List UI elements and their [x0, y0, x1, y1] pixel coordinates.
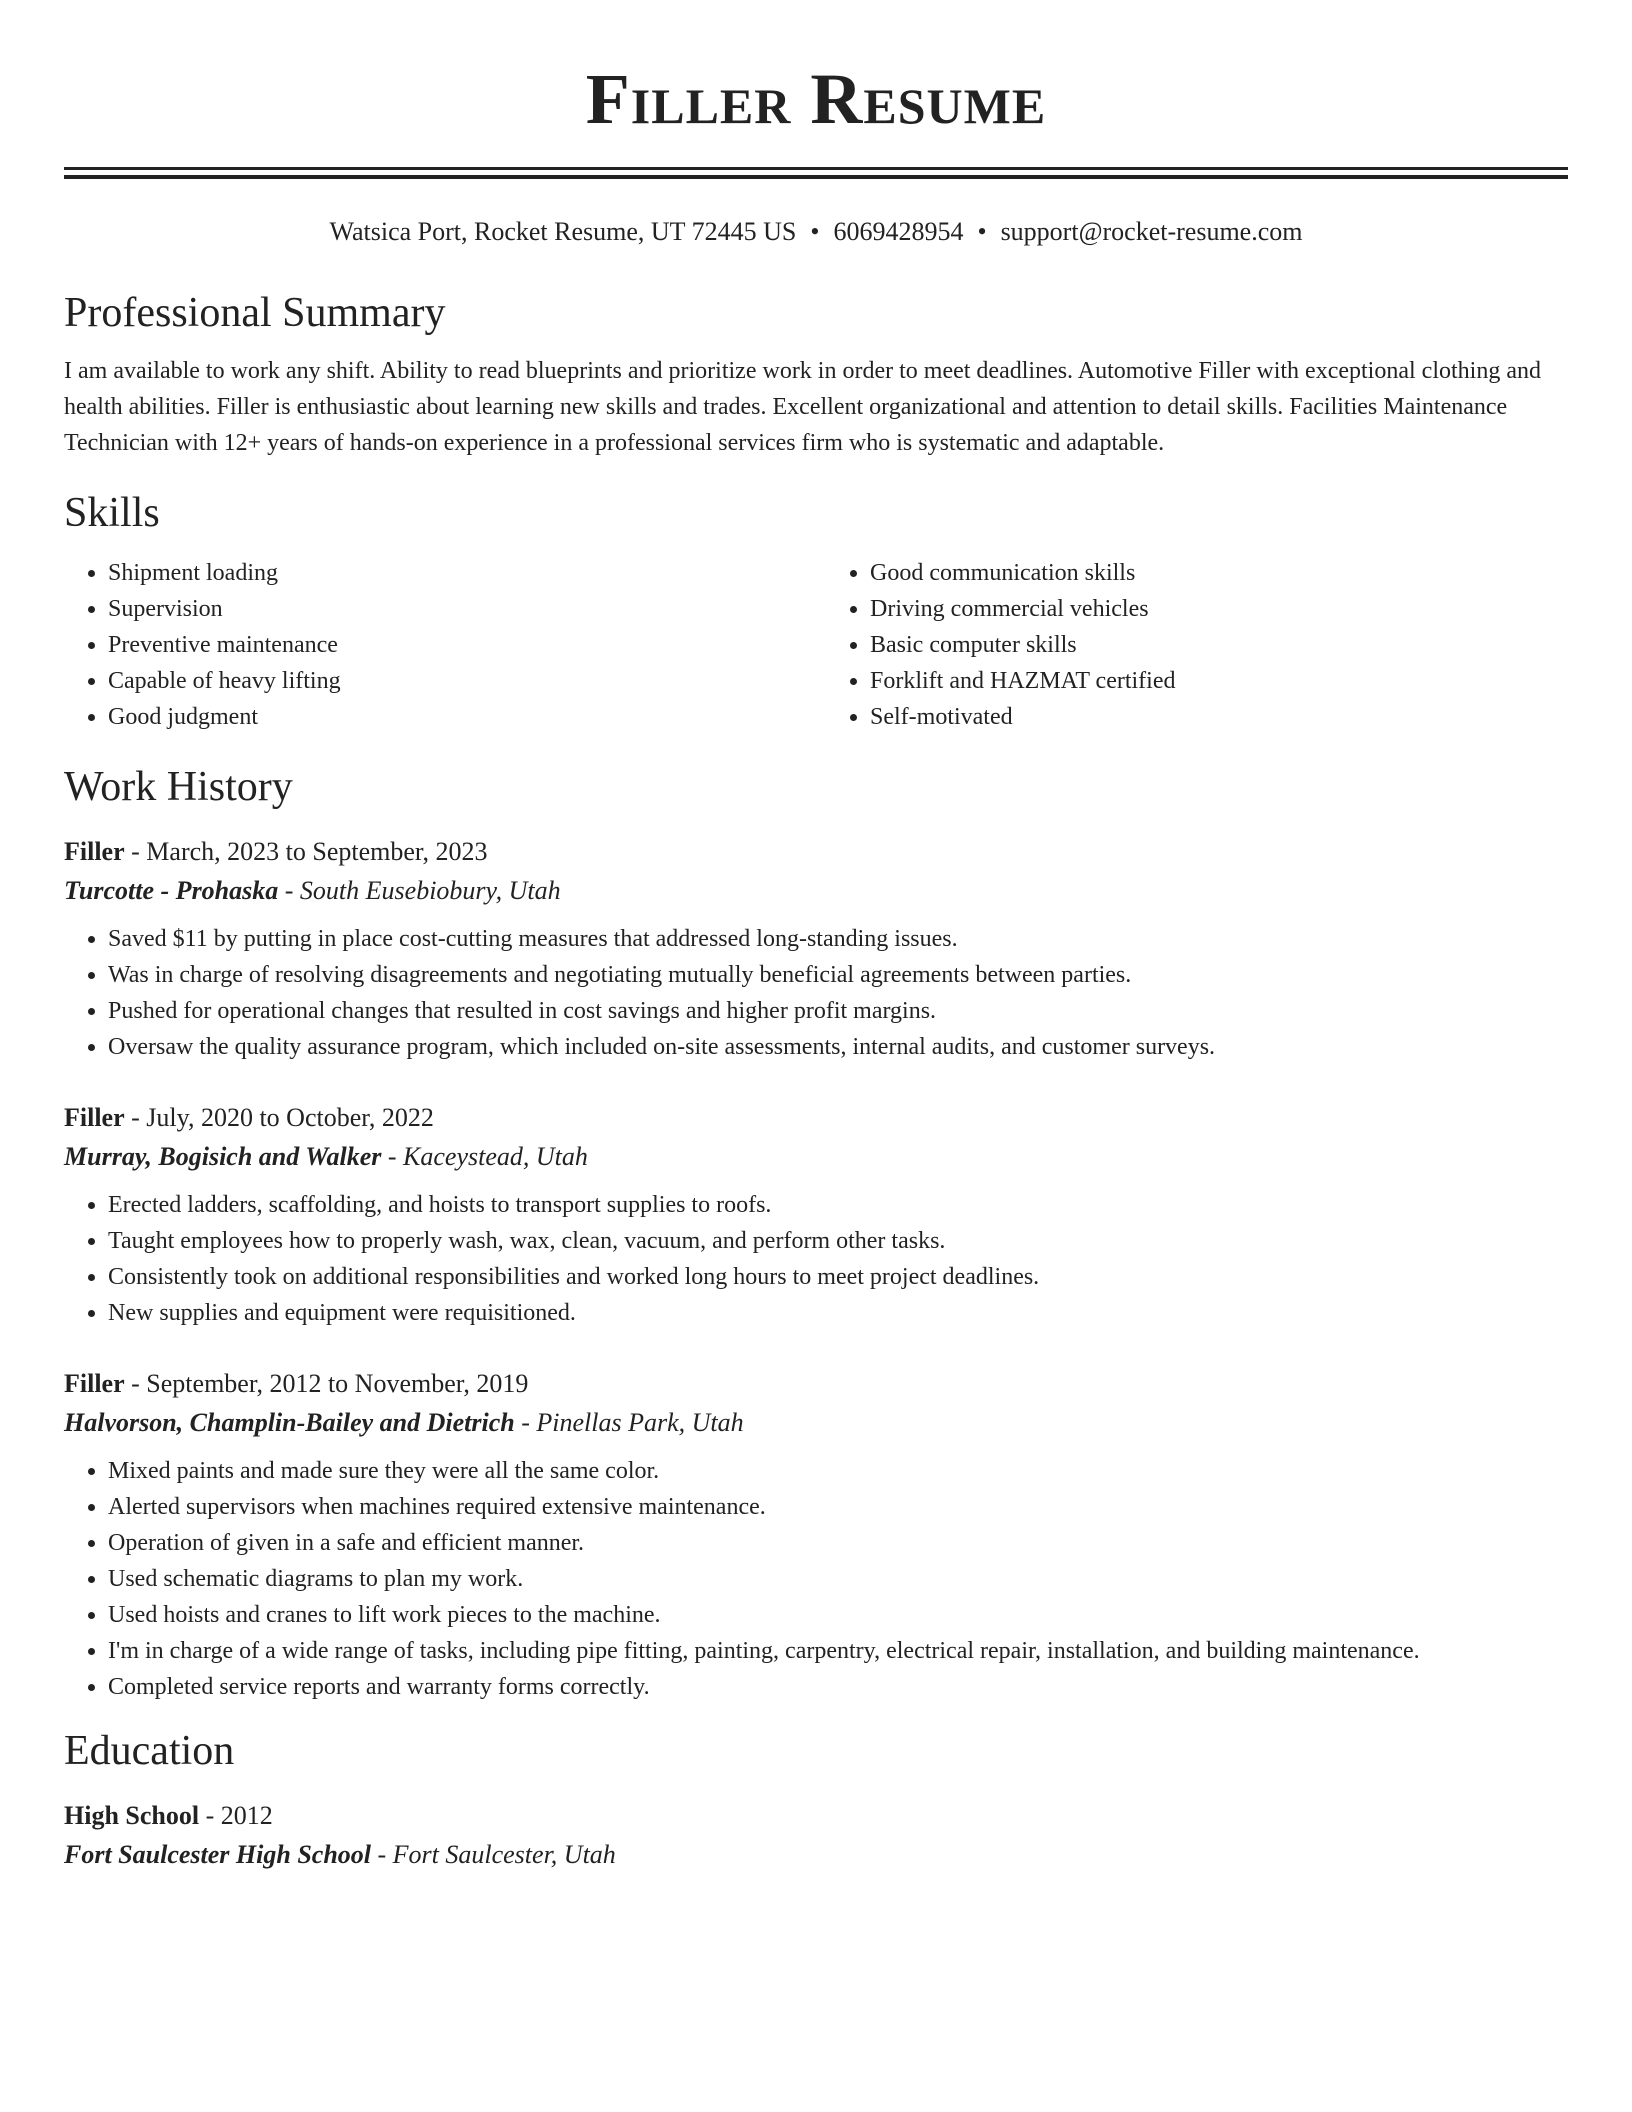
contact-email: support@rocket-resume.com [1000, 217, 1303, 246]
job-bullet: • Mixed paints and made sure they were all the same color. [108, 1453, 1568, 1489]
resume-name: Filler Resume [585, 59, 1047, 139]
skill-item: • Shipment loading [108, 555, 806, 591]
contact-address: Watsica Port, Rocket Resume, UT 72445 US [329, 217, 797, 246]
education-heading: Education [64, 1728, 235, 1774]
header-divider-top [64, 167, 1568, 170]
education-year: - 2012 [199, 1801, 273, 1830]
summary-text: I am available to work any shift. Ability to read blueprints and prioritize work in order to meet deadlines. Automotive Filler with exceptional clothing and health abilities. Filler is enthusiastic about learning new skills and trades. Excellent organizational and attention to detail skills. Facilities Maintenance Technician with 12+ years of hands-on experience in a professional services firm who is systematic and adaptable. [64, 358, 1541, 456]
skill-item: • Self-motivated [870, 699, 1568, 735]
education-entry [64, 1797, 1568, 1875]
job-dates: - March, 2023 to September, 2023 [124, 837, 488, 866]
job-location: - South Eusebiobury, Utah [278, 876, 561, 905]
job-bullet: • Saved $11 by putting in place cost-cutting measures that addressed long-standing issues. [108, 921, 1568, 957]
job-location: - Pinellas Park, Utah [514, 1408, 744, 1437]
skill-item: • Driving commercial vehicles [870, 591, 1568, 627]
job-entry [64, 1099, 1568, 1331]
job-title-line [64, 1365, 1568, 1403]
job-title: Filler [64, 837, 125, 866]
skill-item: • Supervision [108, 591, 806, 627]
resume-page [64, 0, 1568, 1875]
work-history-heading: Work History [64, 764, 293, 810]
skills-list-right [826, 555, 1568, 735]
job-bullet: • Taught employees how to properly wash, wax, clean, vacuum, and perform other tasks. [108, 1223, 1568, 1259]
job-company: Turcotte - Prohaska [64, 876, 279, 905]
skill-item: • Good judgment [108, 699, 806, 735]
job-title-line [64, 833, 1568, 871]
contact-separator: • [977, 217, 987, 246]
job-company: Murray, Bogisich and Walker [64, 1142, 382, 1171]
job-bullet: • Erected ladders, scaffolding, and hoists to transport supplies to roofs. [108, 1187, 1568, 1223]
job-entry [64, 833, 1568, 1065]
job-bullets [64, 1187, 1568, 1331]
job-bullets [64, 921, 1568, 1065]
education-degree: High School [64, 1801, 200, 1830]
job-bullet: • Used hoists and cranes to lift work pieces to the machine. [108, 1597, 1568, 1633]
job-company: Halvorson, Champlin-Bailey and Dietrich [64, 1408, 515, 1437]
skill-item: • Capable of heavy lifting [108, 663, 806, 699]
header-divider-bottom [64, 175, 1568, 179]
contact-separator: • [810, 217, 820, 246]
job-bullet: • Consistently took on additional responsibilities and worked long hours to meet project deadlines. [108, 1259, 1568, 1295]
education-school: Fort Saulcester High School [64, 1840, 371, 1869]
job-entry [64, 1365, 1568, 1705]
education-location: - Fort Saulcester, Utah [371, 1840, 616, 1869]
skill-item: • Basic computer skills [870, 627, 1568, 663]
job-bullet: • Alerted supervisors when machines required extensive maintenance. [108, 1489, 1568, 1525]
job-bullet: • New supplies and equipment were requisitioned. [108, 1295, 1568, 1331]
education-school-line [64, 1835, 1568, 1875]
job-bullet: • I'm in charge of a wide range of tasks, including pipe fitting, painting, carpentry, electrical repair, installation, and building maintenance. [108, 1633, 1568, 1669]
skills-grid [64, 555, 1568, 735]
skills-heading: Skills [64, 490, 160, 536]
job-bullet: • Used schematic diagrams to plan my work. [108, 1561, 1568, 1597]
contact-phone: 6069428954 [833, 217, 964, 246]
job-title: Filler [64, 1103, 125, 1132]
job-location: - Kaceystead, Utah [381, 1142, 588, 1171]
job-bullet: • Pushed for operational changes that resulted in cost savings and higher profit margins. [108, 993, 1568, 1029]
skill-item: • Preventive maintenance [108, 627, 806, 663]
job-company-line [64, 871, 1568, 911]
job-bullet: • Oversaw the quality assurance program, which included on-site assessments, internal audits, and customer surveys. [108, 1029, 1568, 1065]
job-bullet: • Completed service reports and warranty forms correctly. [108, 1669, 1568, 1705]
summary-heading: Professional Summary [64, 290, 446, 336]
skill-item: • Good communication skills [870, 555, 1568, 591]
job-bullet: • Was in charge of resolving disagreements and negotiating mutually beneficial agreements between parties. [108, 957, 1568, 993]
skill-item: • Forklift and HAZMAT certified [870, 663, 1568, 699]
job-dates: - September, 2012 to November, 2019 [124, 1369, 529, 1398]
job-bullet: • Operation of given in a safe and efficient manner. [108, 1525, 1568, 1561]
skills-list-left [64, 555, 806, 735]
job-dates: - July, 2020 to October, 2022 [124, 1103, 434, 1132]
job-bullets [64, 1453, 1568, 1705]
job-company-line [64, 1403, 1568, 1443]
education-degree-line [64, 1797, 1568, 1835]
job-company-line [64, 1137, 1568, 1177]
job-title: Filler [64, 1369, 125, 1398]
contact-line [64, 215, 1568, 249]
job-title-line [64, 1099, 1568, 1137]
